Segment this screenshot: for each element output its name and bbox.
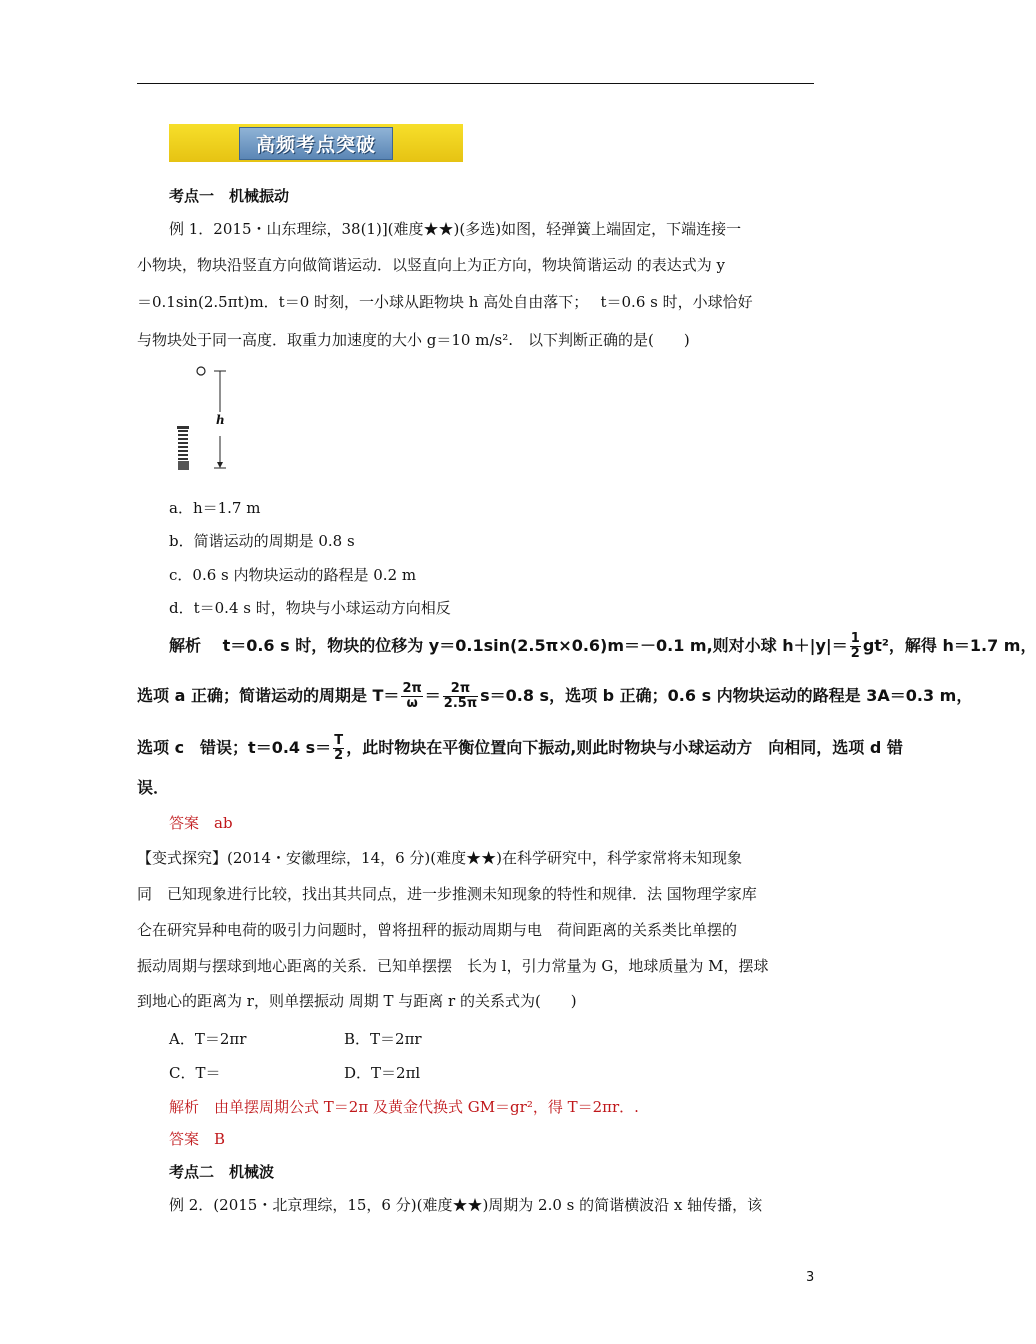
denominator: 2	[850, 646, 860, 661]
section-heading-2: 考点二 机械波	[169, 1163, 275, 1181]
example-1-line: 小物块，物块沿竖直方向做简谐运动．以竖直向上为正方向，物块简谐运动 的表达式为 y	[137, 256, 726, 274]
numerator: 2π	[402, 681, 422, 696]
section-heading-1: 考点一 机械振动	[169, 187, 290, 205]
option-D: D．T＝2πl	[344, 1064, 421, 1082]
denominator: ω	[406, 696, 418, 711]
fraction	[443, 682, 478, 711]
spring-ball-figure	[176, 364, 236, 476]
numerator: 1	[850, 631, 860, 646]
example-1-line: 与物块处于同一高度．取重力加速度的大小 g＝10 m/s². 以下判断正确的是( )	[137, 331, 690, 349]
analysis-1-line-2	[137, 682, 972, 711]
height-label: h	[216, 413, 225, 427]
spring-ball-diagram	[176, 364, 236, 476]
analysis-2: 解析 由单摆周期公式 T＝2π 及黄金代换式 GM＝gr²，得 T＝2πr．.	[169, 1098, 639, 1116]
example-1-line: ＝0.1sin(2.5πt)m．t＝0 时刻，一小球从距物块 h 高处自由落下； t＝0.6 s 时，小球恰好	[137, 293, 753, 311]
header-rule	[137, 83, 814, 84]
analysis-text: gt²，解得 h＝1.7 m，	[862, 636, 1036, 655]
analysis-text: 选项 a 正确；简谐运动的周期是 T＝	[137, 686, 400, 705]
option-B: B．T＝2πr	[344, 1030, 422, 1048]
analysis-1-line-3	[137, 734, 903, 763]
answer-1: 答案 ab	[169, 814, 233, 832]
analysis-text: 解析 t＝0.6 s 时，物块的位移为 y＝0.1sin(2.5π×0.6)m＝－0.1 m,则对小球 h＋|y|＝	[169, 636, 848, 655]
example-2-line: 例 2．(2015・北京理综，15，6 分)(难度★★)周期为 2.0 s 的简谐横波沿 x 轴传播，该	[169, 1196, 763, 1214]
example-1-line: 例 1．2015・山东理综，38(1)](难度★★)(多选)如图，轻弹簧上端固定，下端连接一	[169, 220, 742, 238]
analysis-1-line-4: 误．	[137, 778, 170, 797]
page-number: 3	[806, 1270, 815, 1285]
variant-line: 振动周期与摆球到地心距离的关系．已知单摆摆 长为 l，引力常量为 G，地球质量为 M，摆球	[137, 957, 769, 975]
equals: ＝	[424, 686, 441, 705]
analysis-text: ，此时物块在平衡位置向下振动,则此时物块与小球运动方 向相同，选项 d 错	[346, 738, 903, 757]
analysis-text: s＝0.8 s，选项 b 正确；0.6 s 内物块运动的路程是 3A＝0.3 m，	[480, 686, 973, 705]
fraction	[850, 632, 861, 661]
option-d: d．t＝0.4 s 时，物块与小球运动方向相反	[169, 599, 451, 617]
option-b: b．简谐运动的周期是 0.8 s	[169, 532, 355, 550]
spring-icon	[178, 431, 188, 459]
ball-icon	[197, 367, 205, 375]
analysis-1-line-1	[169, 632, 1036, 661]
variant-line: 到地心的距离为 r，则单摆振动 周期 T 与距离 r 的关系式为( )	[137, 992, 577, 1010]
analysis-text: 选项 c 错误；t＝0.4 s＝	[137, 738, 332, 757]
numerator: T	[334, 733, 344, 748]
fraction	[333, 734, 344, 763]
denominator: 2.5π	[443, 696, 478, 711]
option-A: A．T＝2πr	[169, 1030, 247, 1048]
banner-title: 高频考点突破	[239, 127, 393, 160]
numerator: 2π	[443, 682, 478, 697]
option-a: a．h＝1.7 m	[169, 499, 261, 517]
section-banner	[169, 124, 463, 162]
variant-line: 【变式探究】(2014・安徽理综，14，6 分)(难度★★)在科学研究中，科学家常将未知现象	[137, 849, 742, 867]
block-icon	[178, 461, 189, 470]
option-c: c．0.6 s 内物块运动的路程是 0.2 m	[169, 566, 417, 584]
fraction	[401, 682, 422, 711]
variant-line: 同 已知现象进行比较，找出其共同点，进一步推测未知现象的特性和规律．法 国物理学家库	[137, 885, 757, 903]
option-C: C．T＝	[169, 1064, 221, 1082]
denominator: 2	[334, 748, 344, 763]
answer-2: 答案 B	[169, 1130, 226, 1148]
variant-line: 仑在研究异种电荷的吸引力问题时，曾将扭秤的振动周期与电 荷间距离的关系类比单摆的	[137, 921, 738, 939]
